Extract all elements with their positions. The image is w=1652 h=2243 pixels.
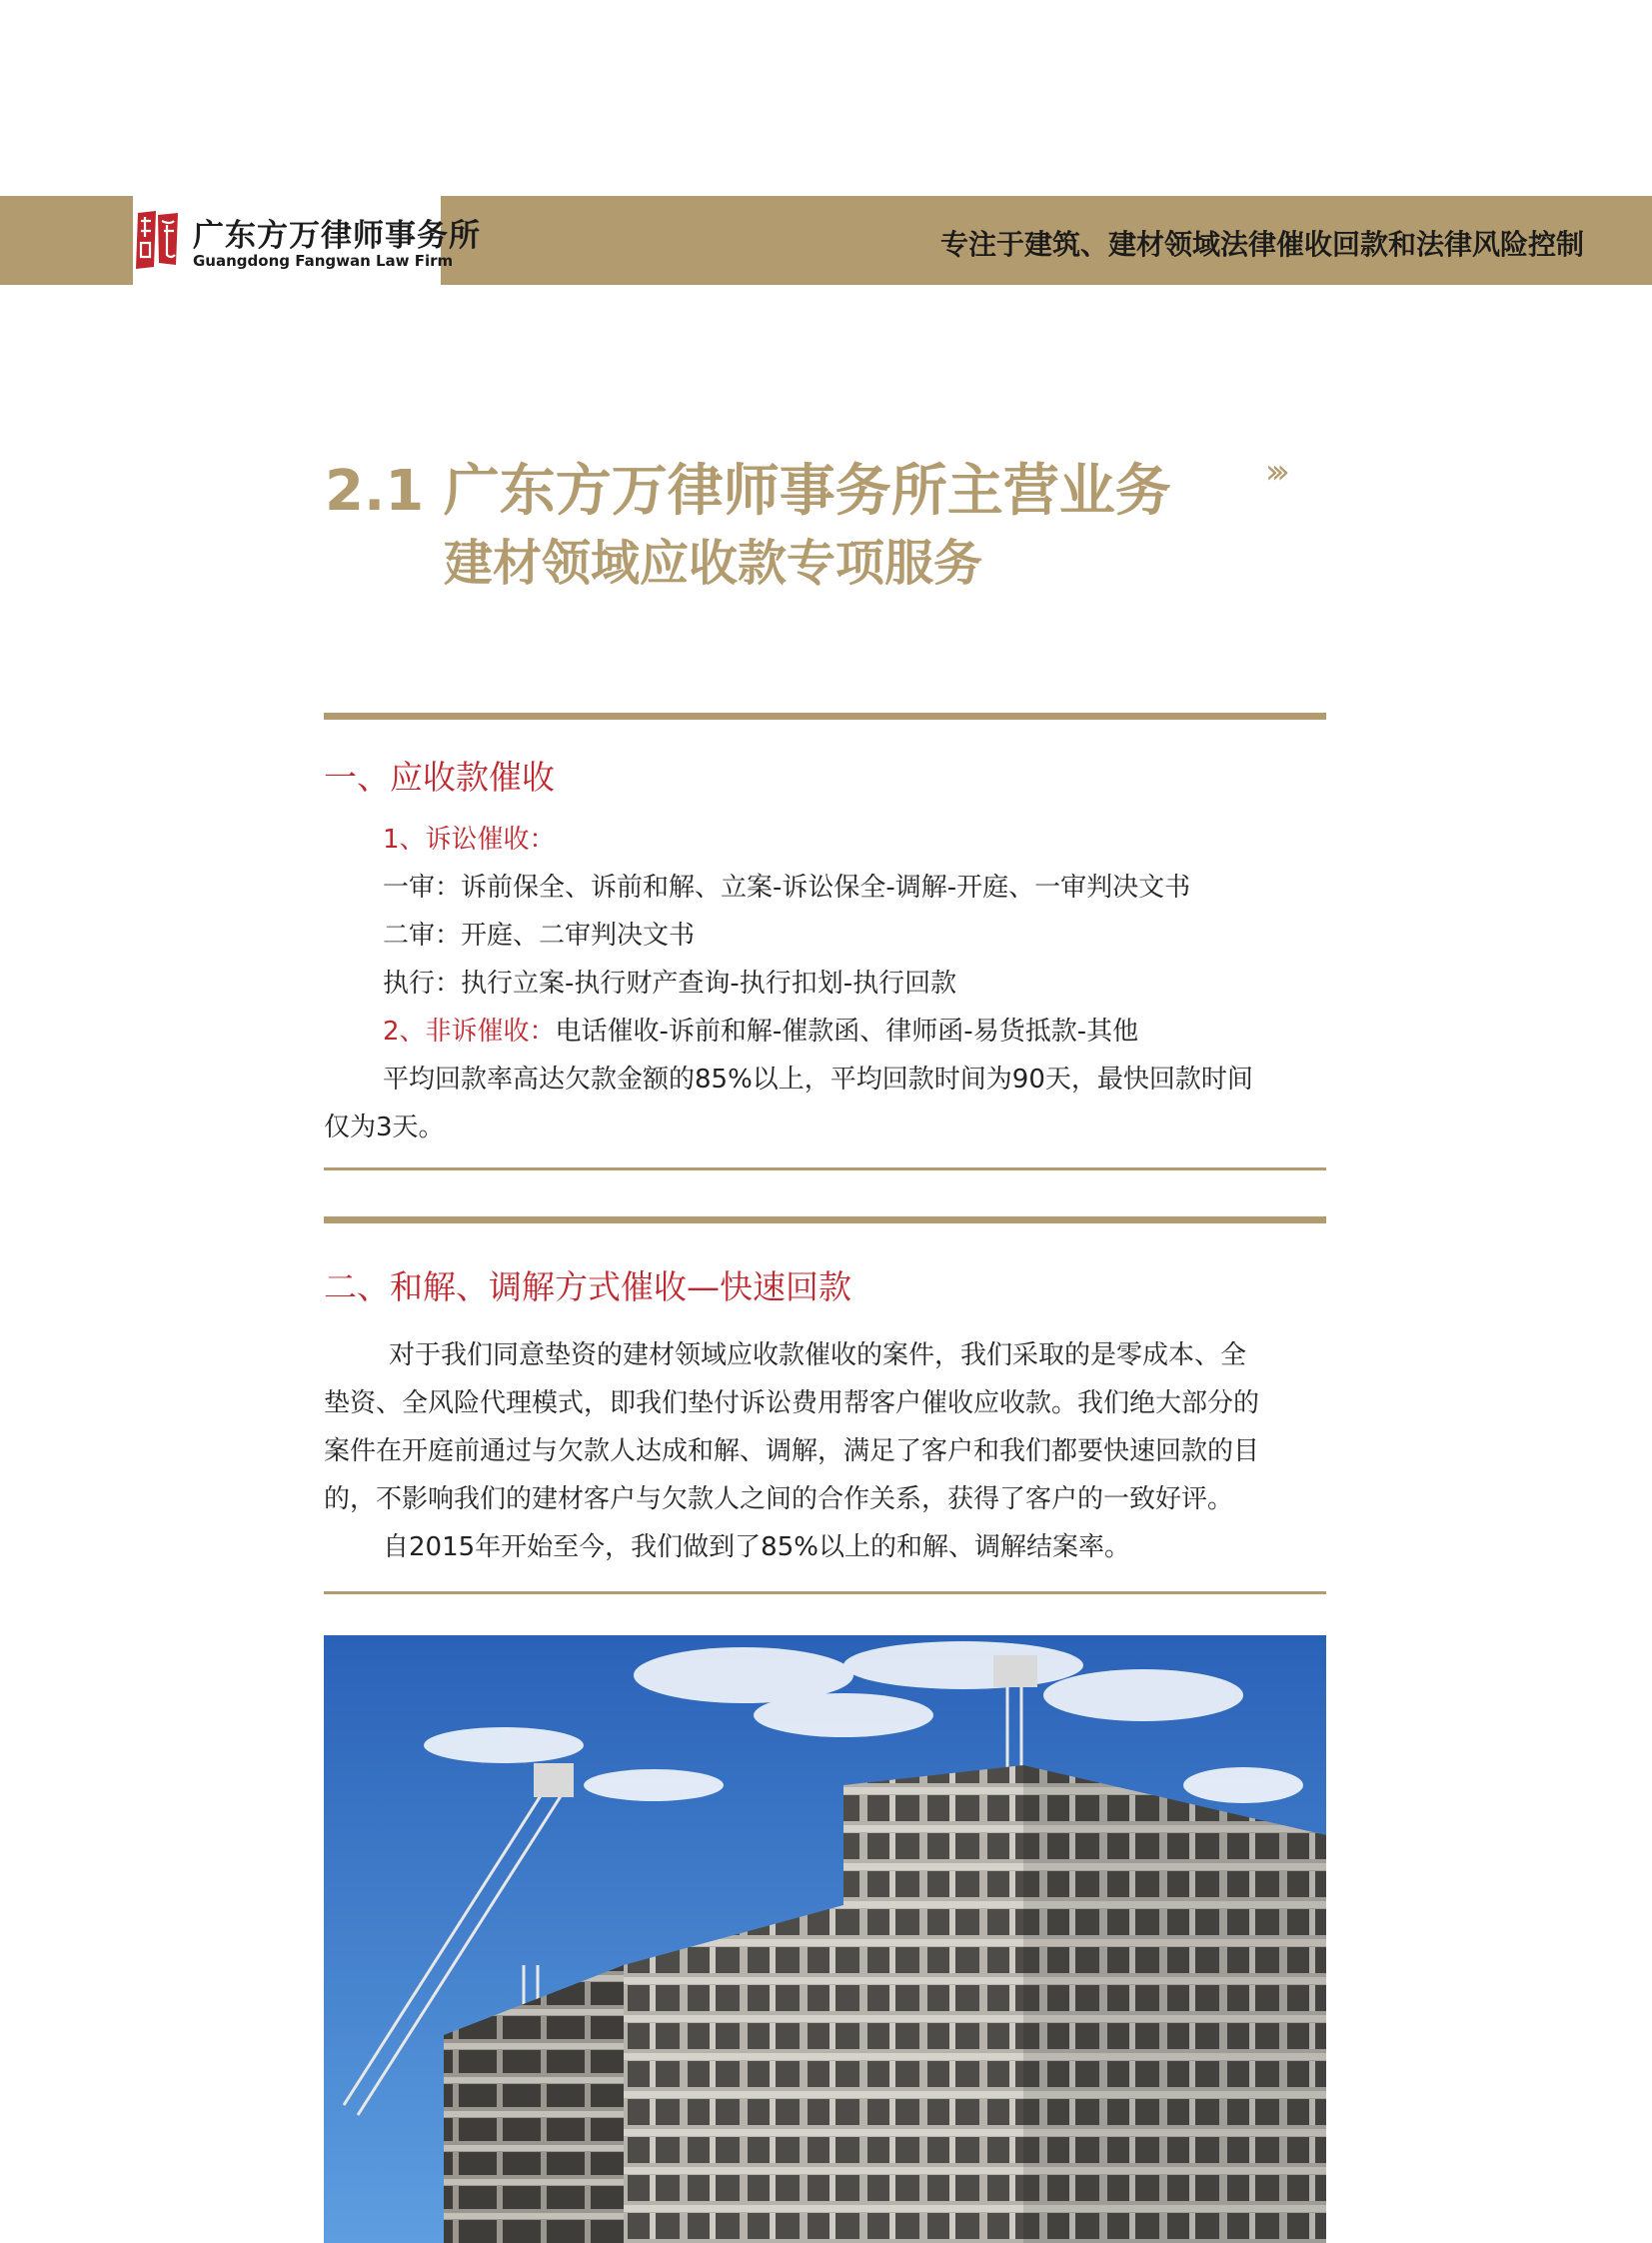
- firm-name-cn: 广东方万律师事务所: [193, 218, 481, 254]
- divider: [324, 1216, 1326, 1223]
- header-tagline: 专注于建筑、建材领域法律催收回款和法律风险控制: [939, 228, 1584, 261]
- non-litigation-label: 2、非诉催收：: [383, 1017, 556, 1047]
- non-litigation-text: 电话催收-诉前和解-催款函、律师函-易货抵款-其他: [555, 1017, 1139, 1047]
- section2-heading: 二、和解、调解方式催收—快速回款: [324, 1267, 851, 1306]
- firm-name-en: Guangdong Fangwan Law Firm: [193, 252, 454, 270]
- page-subtitle: 建材领域应收款专项服务: [444, 535, 983, 592]
- chevron-right-icon: ›››: [1265, 452, 1282, 492]
- page-title: 2.1 广东方万律师事务所主营业务: [325, 459, 1171, 524]
- paragraph-line: 垫资、全风险代理模式，即我们垫付诉讼费用帮客户催收应收款。我们绝大部分的: [324, 1388, 1260, 1418]
- second-instance-line: 二审：开庭、二审判决文书: [383, 921, 696, 951]
- divider: [324, 1591, 1326, 1594]
- non-litigation-line: [383, 1011, 1138, 1048]
- section1-heading: 一、应收款催收: [324, 758, 555, 797]
- paragraph-line: 自2015年开始至今，我们做到了85%以上的和解、调解结案率。: [383, 1532, 1130, 1562]
- first-instance-line: 一审：诉前保全、诉前和解、立案-诉讼保全-调解-开庭、一审判决文书: [383, 873, 1191, 903]
- paragraph-line: 的，不影响我们的建材客户与欠款人之间的合作关系，获得了客户的一致好评。: [324, 1484, 1234, 1514]
- summary-line: 平均回款率高达欠款金额的85%以上，平均回款时间为90天，最快回款时间: [383, 1065, 1253, 1095]
- red-seal-logo-icon: [132, 209, 182, 271]
- paragraph-line: 案件在开庭前通过与欠款人达成和解、调解，满足了客户和我们都要快速回款的目: [324, 1436, 1260, 1466]
- execution-line: 执行：执行立案-执行财产查询-执行扣划-执行回款: [383, 969, 957, 999]
- litigation-label: 1、诉讼催收：: [383, 825, 556, 855]
- summary-line-cont: 仅为3天。: [324, 1113, 445, 1142]
- paragraph-line: 对于我们同意垫资的建材领域应收款催收的案件，我们采取的是零成本、全: [389, 1340, 1247, 1370]
- divider: [324, 1167, 1326, 1170]
- divider: [324, 713, 1326, 720]
- construction-photo: [324, 1635, 1326, 2243]
